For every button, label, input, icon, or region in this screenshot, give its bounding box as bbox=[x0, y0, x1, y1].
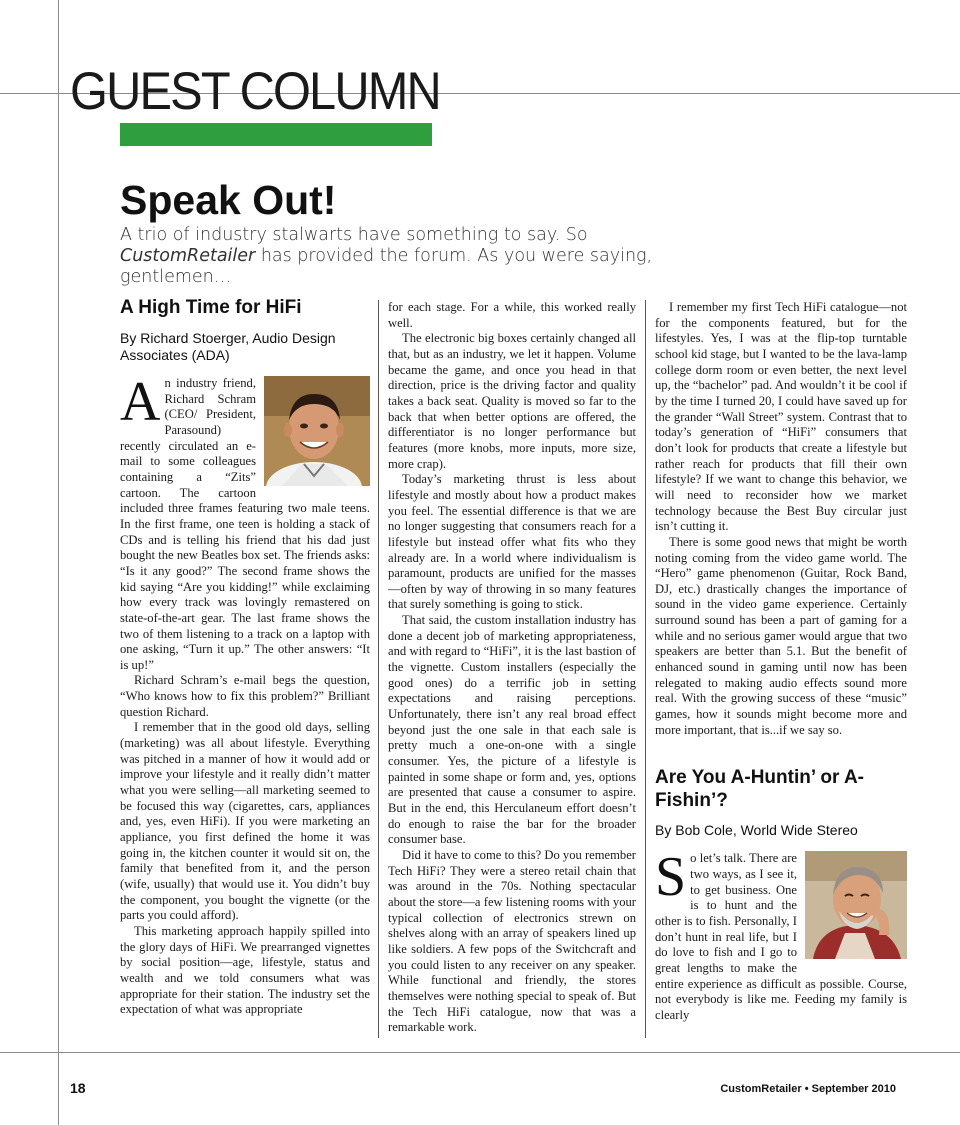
article-paragraph: I remember my first Tech HiFi catalogue—not for the components featured, but for the lifestyles. Yes, I was at the flip-top turntable school kid stage, but I wanted to be the lava-lamp college dorm room or even better, the next level up, the “bachelor” pad. And wouldn’t it be cool if by the time I turned 20, I could have saved up for the grander “Wall Street” system. Contrast that to today’s generation of “HiFi” consumers that don’t look for products that create a lifestyle but rather reach for products that fill their own lifestyle? If we want to change this behavior, we will need to reconsider how we market technology because the Best Buy circular just isn’t cutting it. bbox=[655, 300, 907, 534]
page-title: Speak Out! bbox=[120, 177, 337, 223]
article-paragraph: This marketing approach happily spilled into the glory days of HiFi. We prearranged vignettes by social position—age, lifestyle, status and wealth and we told consumers what was appropriate for their station. The industry set the expectation of what was appropriate bbox=[120, 923, 370, 1017]
article-paragraph: Richard Schram’s e-mail begs the question, “Who knows how to fix this problem?” Brilliant question Richard. bbox=[120, 673, 370, 719]
article-paragraph: The electronic big boxes certainly changed all that, but as an industry, we let it happen. Volume became the game, and once you head in that direction, price is the driving factor and quality takes a back seat. Quality is moved so far to the back that when better options are offered, the differentiator is no longer performance but features (more knobs, more inputs, more size, more crap). bbox=[388, 331, 636, 471]
accent-bar bbox=[120, 123, 432, 146]
drop-cap: A bbox=[120, 371, 161, 433]
author-photo-bob-cole bbox=[805, 851, 907, 964]
deck-text-2: has provided the forum. As you were saying, gentlemen… bbox=[120, 246, 653, 287]
footer-date: September 2010 bbox=[811, 1083, 896, 1095]
article-paragraph: I remember that in the good old days, selling (marketing) was all about lifestyle. Everything was pitched in a manner of how it would add or improve your lifestyle and it really didn’t matter what you were selling—all marketing seemed to be focused this way (cigarettes, cars, appliances and, yes, even HiFi). If you were marketing an appliance, you first defined the home it was going in, the kitchen counter it would sit on, the family that benefited from it, and the person (wife, usually) that would use it. You didn’t buy the component, you bought the vignette (or the parts you could afford). bbox=[120, 720, 370, 923]
footer-publication-date bbox=[720, 1083, 896, 1095]
article-title: Are You A-Huntin’ or A-Fishin’? bbox=[655, 767, 864, 812]
article-paragraph: There is some good news that might be worth noting coming from the video game world. The “Hero” game phenomenon (Guitar, Rock Band, DJ, etc.) drastically changes the importance of sound in the video game experience. Certainly surround sound has been a part of gaming for a while and no serious gamer would argue that two speakers are better than 5.1. But the benefit of enhanced sound in gaming until now has been relegated to making audio effects sound more real. With the growing success of these “music” games, how it sounds might become more and more important, that is...if we say so. bbox=[655, 534, 907, 737]
author-photo-richard-stoerger bbox=[264, 376, 370, 491]
footer-rule bbox=[0, 1052, 960, 1053]
footer-publication: CustomRetailer bbox=[720, 1083, 802, 1095]
drop-cap: S bbox=[655, 846, 687, 909]
article-byline: By Bob Cole, World Wide Stereo bbox=[655, 822, 858, 839]
section-label: GUEST COLUMN bbox=[70, 62, 440, 121]
column-divider bbox=[645, 300, 646, 1038]
article-column-2 bbox=[388, 300, 636, 1036]
article-paragraph: for each stage. For a while, this worked really well. bbox=[388, 300, 636, 330]
article-byline: By Richard Stoerger, Audio Design Associates (ADA) bbox=[120, 330, 336, 363]
article-paragraph: Today’s marketing thrust is less about lifestyle and mostly about how a product makes you feel. The essential difference is that we are no longer suggesting that consumers reach for a lifestyle but instead offer what fits who they already are. In a world where individualism is paramount, products are unified for the masses—often by way of throwing in so many features that surely something is going to stick. bbox=[388, 472, 636, 612]
article-title: A High Time for HiFi bbox=[120, 297, 302, 318]
article-column-3 bbox=[655, 300, 907, 1024]
article-2 bbox=[655, 766, 907, 1023]
deck-publication-name: CustomRetailer bbox=[120, 246, 256, 266]
vertical-page-rule bbox=[58, 0, 59, 1125]
article-paragraph: Did it have to come to this? Do you remember Tech HiFi? They were a stereo retail chain that was around in the 70s. Nothing spectacular about the store—a few listening rooms with your typical collection of electronics strewn on shelves along with an array of speakers lined up like soldiers. A few pops of the Switchcraft and you could listen to any receiver on any speaker. While functional and friendly, the stores themselves were nothing special to speak of. But the Tech HiFi catalogue, now that was a remarkable work. bbox=[388, 847, 636, 1035]
page-number: 18 bbox=[70, 1080, 86, 1096]
footer-bullet: • bbox=[804, 1083, 809, 1095]
article-column-1 bbox=[120, 296, 370, 1018]
article-paragraph: That said, the custom installation industry has done a decent job of marketing appropriateness, and with regard to “HiFi”, it is the last bastion of the vignette. Custom installers (especially the good ones) do a terrific job in setting expectations and raising perceptions. Unfortunately, there isn’t any real broad effect beyond just the one sale in that each sale is pretty much a one-on-one with a single consumer. Yes, the picture of a lifestyle is painted in some shape or form and, yes, options are presented that cause a consumer to aspire. But in the end, this Herculaneum effort doesn’t do enough to raise the bar for the broader consumer base. bbox=[388, 613, 636, 847]
paragraph-text: o let’s talk. There are two ways, as I see it, to get business. One is to hunt and the other is to fish. Personally, I don’t hunt in real life, but I do love to fish and I go to great lengths to make the entire experience as difficult as possible. Course, not everybody is like me. Feeding my family is clearly bbox=[655, 851, 907, 1022]
deck-intro bbox=[120, 225, 680, 288]
column-divider bbox=[378, 300, 379, 1038]
paragraph-text: n industry friend, Richard Schram (CEO/ President, Parasound) recently circulated an e-mail to some colleagues containing a “Zits” cartoon. The cartoon included three frames featuring two male teens. In the first frame, one teen is holding a stack of CDs and is telling his friend that his dad just bought the new Beatles box set. The friends asks: “Is it any good?” The second frame shows the kid saying “Are you kidding!” while exclaiming how every track was lovingly remastered on state-of-the-art gear. The last frame shows the two of them listening to a track on a laptop with one asking, “Turn it up.” The other answers: “It is up!” bbox=[120, 376, 370, 672]
deck-text-1: A trio of industry stalwarts have something to say. So bbox=[120, 225, 588, 245]
